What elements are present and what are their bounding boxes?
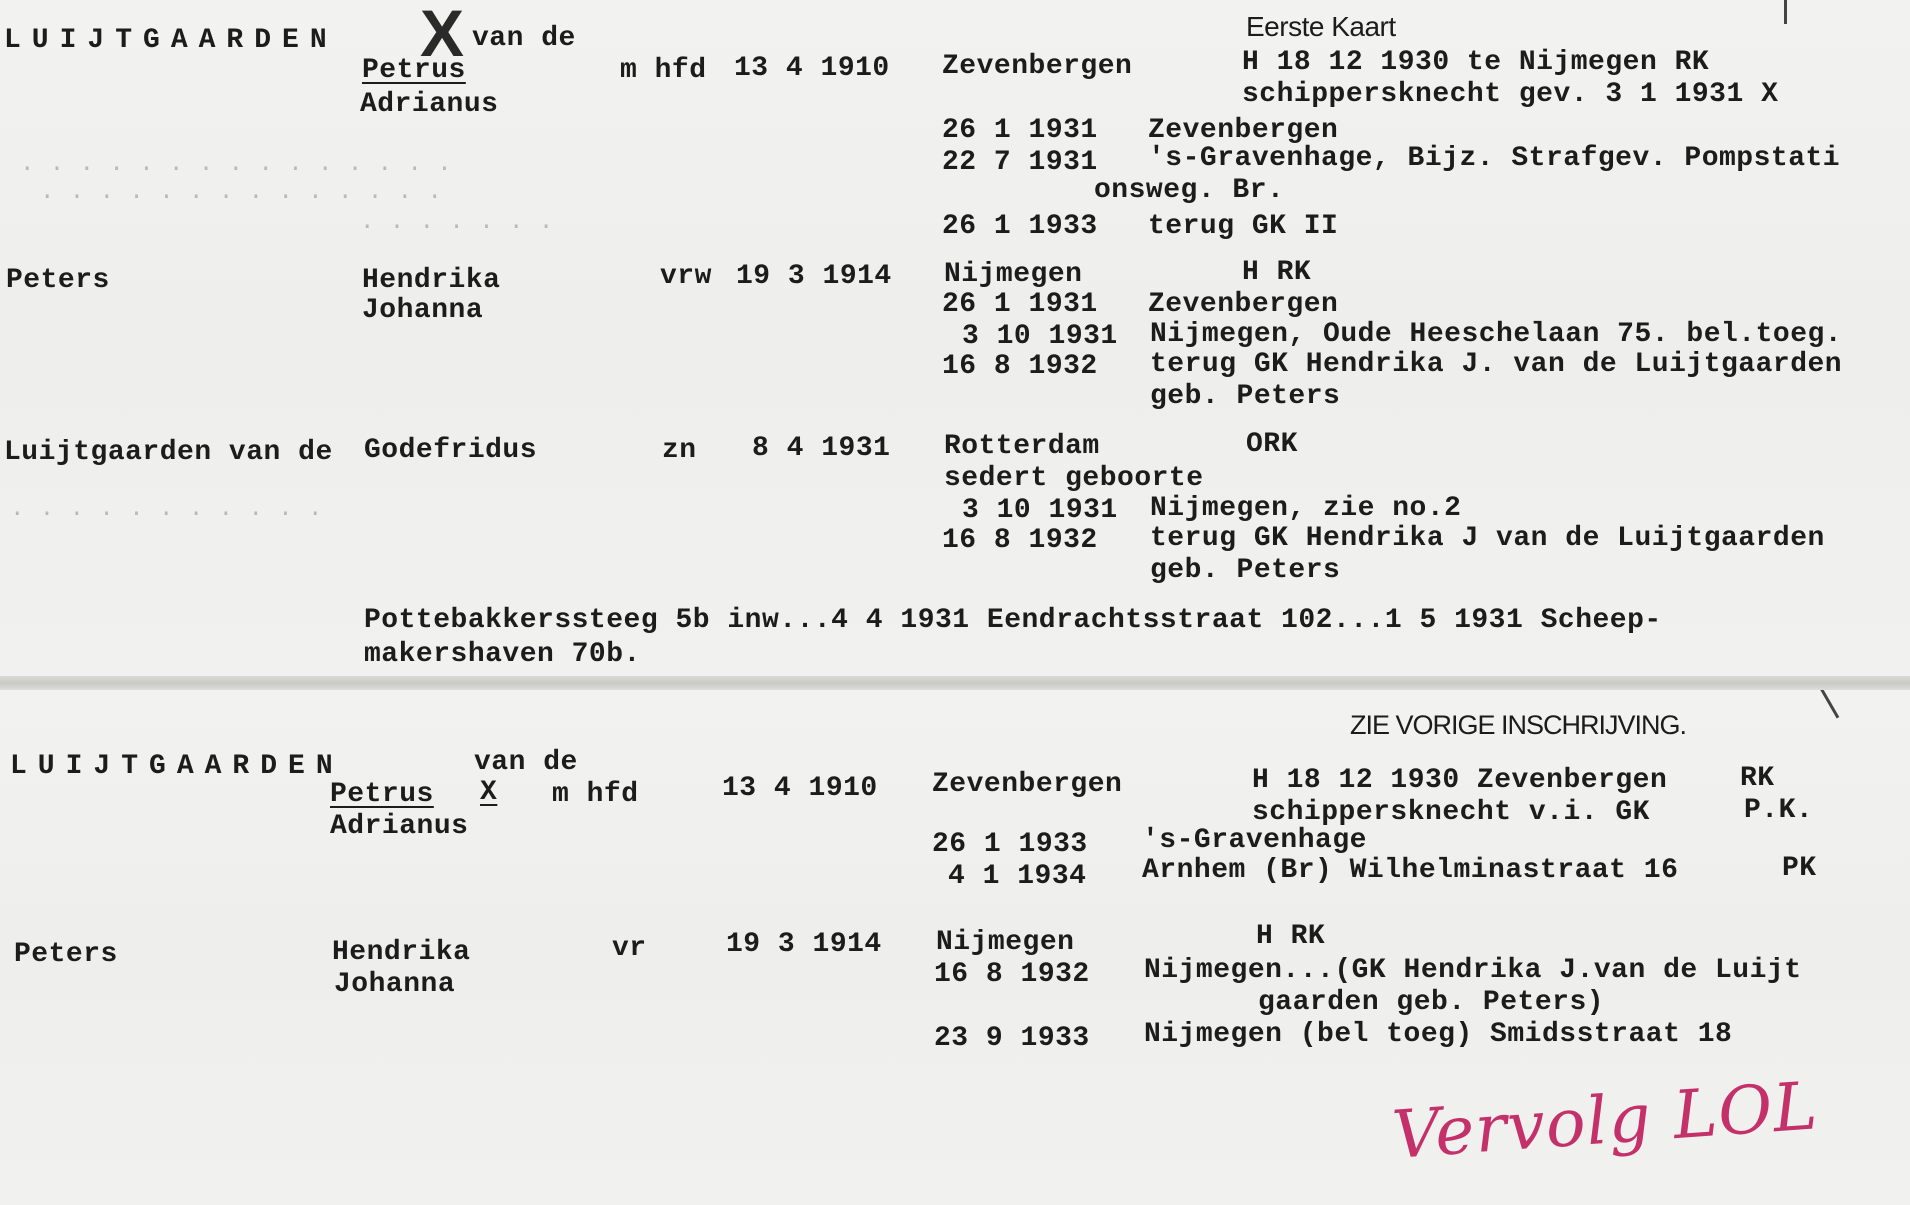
wife-second-name: Johanna: [362, 295, 484, 326]
child-move-date: 3 10 1931: [962, 495, 1118, 526]
wife-first-name: Hendrika: [332, 937, 471, 968]
wife-birth-place: Nijmegen: [944, 259, 1083, 290]
head-birth-date: 13 4 1910: [734, 53, 890, 84]
pencil-mark: [1820, 690, 1840, 718]
card-header-label: Eerste Kaart: [1246, 11, 1396, 42]
child-move-date: 16 8 1932: [942, 525, 1098, 556]
ink-mark: [1784, 0, 1787, 24]
child-note: sedert geboorte: [944, 463, 1204, 494]
head-marriage: H 18 12 1930 Zevenbergen: [1252, 765, 1668, 796]
wife-move-place: Nijmegen, Oude Heeschelaan 75. bel.toeg.: [1150, 319, 1843, 350]
wife-move-place: Zevenbergen: [1148, 289, 1339, 320]
head-move-place: Zevenbergen: [1148, 115, 1339, 146]
wife-religion: H RK: [1242, 257, 1312, 288]
head-surname: LUIJTGAARDEN: [10, 751, 344, 782]
head-occupation: schippersknecht v.i. GK: [1252, 797, 1650, 828]
head-religion: RK: [1740, 763, 1775, 794]
wife-role: vrw: [660, 261, 712, 292]
wife-role: vr: [612, 933, 647, 964]
wife-move-date: 26 1 1931: [942, 289, 1098, 320]
wife-first-name: Hendrika: [362, 265, 501, 296]
head-move-date: 22 7 1931: [942, 147, 1098, 178]
wife-second-name: Johanna: [334, 969, 456, 1000]
head-move-place: Arnhem (Br) Wilhelminastraat 16: [1142, 855, 1679, 886]
head-prefix: van de: [472, 23, 576, 54]
child-birth-date: 8 4 1931: [752, 433, 891, 464]
card-header-label: ZIE VORIGE INSCHRIJVING.: [1350, 710, 1687, 740]
head-second-name: Adrianus: [360, 89, 499, 120]
wife-birth-place: Nijmegen: [936, 927, 1075, 958]
head-move-date: 26 1 1933: [942, 211, 1098, 242]
child-birth-place: Rotterdam: [944, 431, 1100, 462]
head-move-date: 26 1 1931: [942, 115, 1098, 146]
head-birth-place: Zevenbergen: [932, 769, 1123, 800]
child-religion: ORK: [1246, 429, 1298, 460]
head-pk: P.K.: [1744, 795, 1814, 826]
head-move-place: onsweg. Br.: [1094, 175, 1285, 206]
child-move-place: terug GK Hendrika J van de Luijtgaarden: [1150, 523, 1825, 554]
wife-move-date: 23 9 1933: [934, 1023, 1090, 1054]
head-role: m hfd: [620, 55, 707, 86]
bottom-register-card: [0, 690, 1910, 1205]
bleed-through-dots: . . . . . . . . . . .: [10, 496, 323, 523]
wife-birth-date: 19 3 1914: [726, 929, 882, 960]
wife-move-place: Nijmegen...(GK Hendrika J.van de Luijt: [1144, 955, 1802, 986]
head-birth-place: Zevenbergen: [942, 51, 1133, 82]
cross-mark-icon: X: [420, 0, 465, 70]
head-pk-mark: PK: [1782, 853, 1817, 884]
head-occupation: schippersknecht gev. 3 1 1931 X: [1242, 79, 1779, 110]
head-marriage: H 18 12 1930 te Nijmegen RK: [1242, 47, 1710, 78]
head-move-place: 's-Gravenhage, Bijz. Strafgev. Pompstati: [1148, 143, 1841, 174]
wife-move-place: gaarden geb. Peters): [1258, 987, 1605, 1018]
bleed-through-dots: . . . . . . . . . . . . . . .: [20, 151, 453, 178]
wife-move-place: Nijmegen (bel toeg) Smidsstraat 18: [1144, 1019, 1733, 1050]
wife-birth-date: 19 3 1914: [736, 261, 892, 292]
wife-surname: Peters: [14, 939, 118, 970]
address-line: Pottebakkerssteeg 5b inw...4 4 1931 Eendrachtsstraat 102...1 5 1931 Scheep-: [364, 605, 1662, 636]
head-mark: X: [480, 777, 498, 808]
wife-move-date: 16 8 1932: [942, 351, 1098, 382]
child-role: zn: [662, 435, 697, 466]
handwritten-signature: Vervolg LOL: [1389, 1067, 1821, 1174]
bleed-through-dots: . . . . . . .: [360, 209, 554, 236]
head-surname: LUIJTGAARDEN: [4, 25, 338, 56]
wife-move-place: geb. Peters: [1150, 381, 1341, 412]
head-move-place: 's-Gravenhage: [1142, 825, 1367, 856]
wife-move-place: terug GK Hendrika J. van de Luijtgaarden: [1150, 349, 1843, 380]
child-move-place: geb. Peters: [1150, 555, 1341, 586]
wife-move-date: 16 8 1932: [934, 959, 1090, 990]
child-move-place: Nijmegen, zie no.2: [1150, 493, 1462, 524]
child-first-name: Godefridus: [364, 435, 538, 466]
head-move-place: terug GK II: [1148, 211, 1339, 242]
head-birth-date: 13 4 1910: [722, 773, 878, 804]
head-prefix: van de: [474, 747, 578, 778]
head-move-date: 26 1 1933: [932, 829, 1088, 860]
child-surname: Luijtgaarden van de: [4, 437, 333, 468]
head-role: m hfd: [552, 779, 639, 810]
wife-surname: Peters: [6, 265, 110, 296]
head-first-name: Petrus: [330, 779, 434, 810]
head-second-name: Adrianus: [330, 811, 469, 842]
head-first-name: Petrus: [362, 55, 466, 86]
wife-religion: H RK: [1256, 921, 1326, 952]
wife-move-date: 3 10 1931: [962, 321, 1118, 352]
bleed-through-dots: . . . . . . . . . . . . . .: [40, 179, 443, 206]
address-line: makershaven 70b.: [364, 639, 641, 670]
head-move-date: 4 1 1934: [948, 861, 1087, 892]
